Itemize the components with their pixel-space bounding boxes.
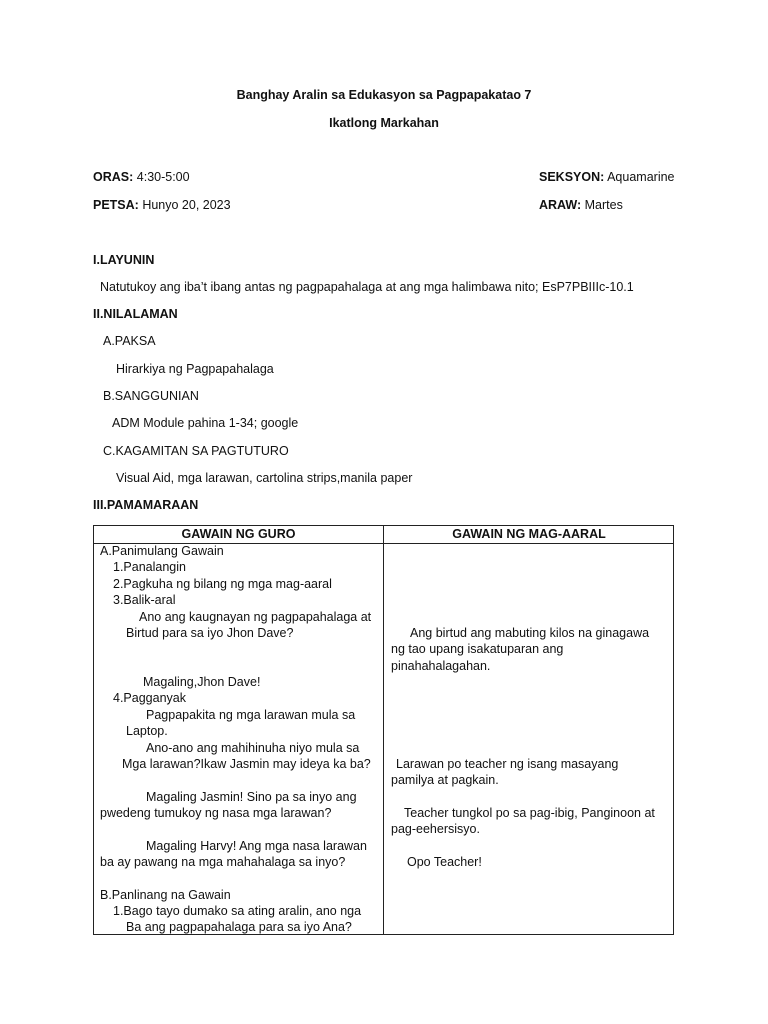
student-line: pamilya at pagkain. bbox=[391, 773, 499, 787]
student-line: Ang birtud ang mabuting kilos na ginagawa bbox=[410, 626, 650, 640]
petsa-value: Hunyo 20, 2023 bbox=[142, 198, 231, 212]
teacher-line: Ano-ano ang mahihinuha niyo mula sa bbox=[146, 741, 360, 755]
teacher-line: Magaling,Jhon Dave! bbox=[143, 675, 261, 689]
teacher-line: Laptop. bbox=[126, 724, 168, 738]
teacher-line: 1.Bago tayo dumako sa ating aralin, ano nga bbox=[113, 904, 362, 918]
layunin-text: Natutukoy ang iba’t ibang antas ng pagpapahalaga at ang mga halimbawa nito; EsP7PBIIIc-10.1 bbox=[100, 280, 634, 294]
student-line: pag-eehersisyo. bbox=[391, 822, 480, 836]
seksyon-field bbox=[539, 170, 675, 184]
student-line: Larawan po teacher ng isang masayang bbox=[396, 757, 619, 771]
teacher-line: 4.Pagganyak bbox=[113, 691, 186, 705]
header-gawain-ng-mag-aaral: GAWAIN NG MAG-AARAL bbox=[452, 527, 606, 541]
student-line: Opo Teacher! bbox=[407, 855, 482, 869]
teacher-line: Magaling Jasmin! Sino pa sa inyo ang bbox=[146, 790, 357, 804]
oras-value: 4:30-5:00 bbox=[136, 170, 190, 184]
kagamitan-heading: C.KAGAMITAN SA PAGTUTURO bbox=[103, 444, 289, 458]
teacher-line: 2.Pagkuha ng bilang ng mga mag-aaral bbox=[113, 577, 332, 591]
teacher-line: Pagpapakita ng mga larawan mula sa bbox=[146, 708, 356, 722]
paksa-text: Hirarkiya ng Pagpapahalaga bbox=[116, 362, 274, 376]
araw-field bbox=[539, 198, 623, 212]
kagamitan-text: Visual Aid, mga larawan, cartolina strips,manila paper bbox=[116, 471, 413, 485]
seksyon-label: SEKSYON: bbox=[539, 170, 605, 184]
layunin-heading: I.LAYUNIN bbox=[93, 253, 155, 267]
teacher-line: ba ay pawang na mga mahahalaga sa inyo? bbox=[100, 855, 346, 869]
teacher-line: Ano ang kaugnayan ng pagpapahalaga at bbox=[139, 610, 372, 624]
paksa-heading: A.PAKSA bbox=[103, 334, 156, 348]
oras-label: ORAS: bbox=[93, 170, 134, 184]
seksyon-value: Aquamarine bbox=[607, 170, 675, 184]
pamamaraan-heading: III.PAMAMARAAN bbox=[93, 498, 199, 512]
student-line: Teacher tungkol po sa pag-ibig, Panginoon at bbox=[404, 806, 655, 820]
document-title: Banghay Aralin sa Edukasyon sa Pagpapakatao 7 bbox=[236, 88, 532, 102]
teacher-line: Ba ang pagpapahalaga para sa iyo Ana? bbox=[126, 920, 352, 934]
oras-field bbox=[93, 170, 190, 184]
petsa-field bbox=[93, 198, 231, 212]
column-divider bbox=[383, 526, 384, 934]
teacher-line: A.Panimulang Gawain bbox=[100, 544, 224, 558]
student-line: ng tao upang isakatuparan ang bbox=[391, 642, 564, 656]
teacher-line: Birtud para sa iyo Jhon Dave? bbox=[126, 626, 294, 640]
teacher-line: Magaling Harvy! Ang mga nasa larawan bbox=[146, 839, 367, 853]
araw-value: Martes bbox=[584, 198, 623, 212]
sanggunian-text: ADM Module pahina 1-34; google bbox=[112, 416, 299, 430]
sanggunian-heading: B.SANGGUNIAN bbox=[103, 389, 199, 403]
lesson-activity-table bbox=[93, 525, 674, 935]
teacher-line: 3.Balik-aral bbox=[113, 593, 176, 607]
teacher-line: Mga larawan?Ikaw Jasmin may ideya ka ba? bbox=[122, 757, 371, 771]
nilalaman-heading: II.NILALAMAN bbox=[93, 307, 178, 321]
araw-label: ARAW: bbox=[539, 198, 582, 212]
student-line: pinahahalagahan. bbox=[391, 659, 491, 673]
document-subtitle: Ikatlong Markahan bbox=[329, 116, 439, 130]
teacher-line: 1.Panalangin bbox=[113, 560, 186, 574]
header-gawain-ng-guro: GAWAIN NG GURO bbox=[181, 527, 296, 541]
teacher-line: B.Panlinang na Gawain bbox=[100, 888, 231, 902]
petsa-label: PETSA: bbox=[93, 198, 139, 212]
teacher-line: pwedeng tumukoy ng nasa mga larawan? bbox=[100, 806, 332, 820]
